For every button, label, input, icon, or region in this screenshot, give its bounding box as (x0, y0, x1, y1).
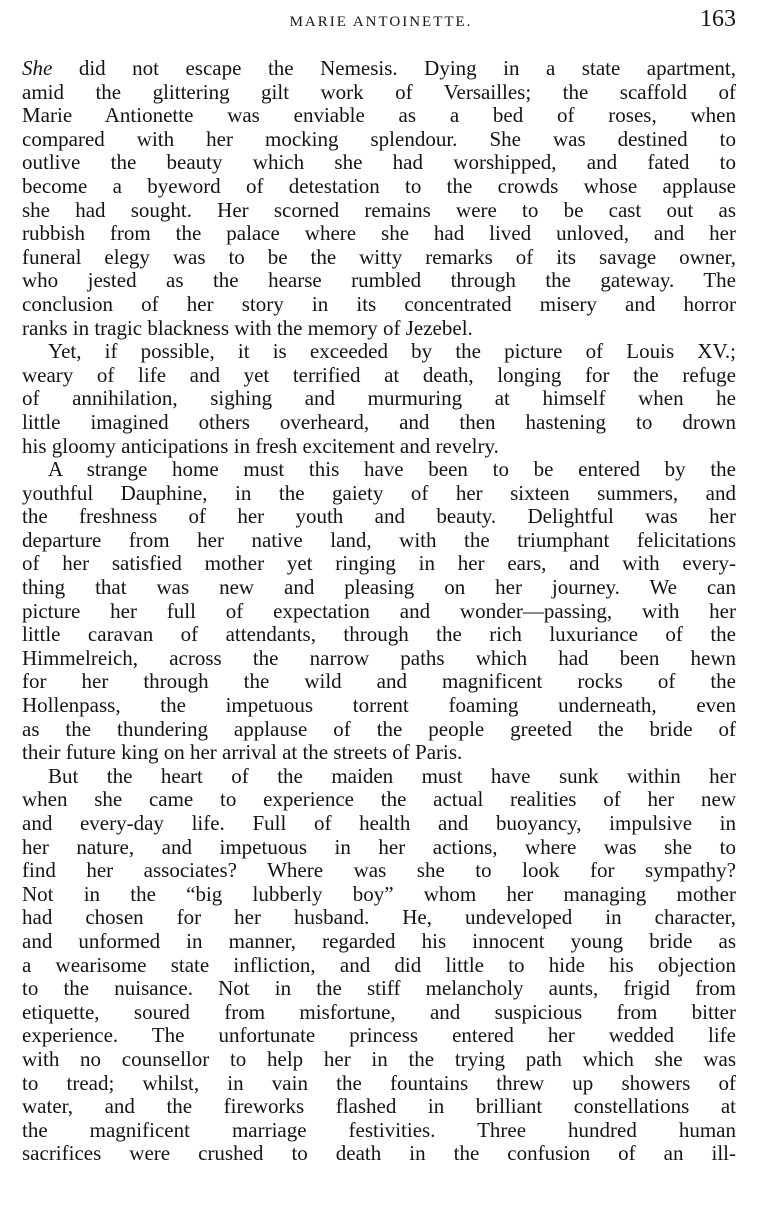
text-line: little imagined others overheard, and then hastening to drown (22, 409, 736, 434)
text-line: as the thundering applause of the people greeted the bride of (22, 716, 736, 741)
text-line: his gloomy anticipations in fresh excitement and revelry. (22, 433, 499, 458)
text-line: to tread; whilst, in vain the fountains threw up showers of (22, 1070, 736, 1095)
text-line: departure from her native land, with the triumphant felicitations (22, 527, 736, 552)
text-line: experience. The unfortunate princess entered her wedded life (22, 1023, 736, 1048)
text-line: of annihilation, sighing and murmuring at himself when he (22, 386, 736, 411)
text-line: A strange home must this have been to be entered by the (48, 457, 736, 482)
text-line: ranks in tragic blackness with the memory of Jezebel. (22, 315, 473, 340)
text-line: outlive the beauty which she had worshipped, and fated to (22, 150, 736, 175)
text-line: weary of life and yet terrified at death, longing for the refuge (22, 362, 736, 387)
text-line: conclusion of her story in its concentrated misery and horror (22, 291, 736, 316)
text-line: for her through the wild and magnificent rocks of the (22, 669, 736, 694)
text-line: their future king on her arrival at the streets of Paris. (22, 740, 463, 765)
text-line: little caravan of attendants, through the rich luxuriance of the (22, 622, 736, 647)
text-line: the magnificent marriage festivities. Three hundred human (22, 1117, 736, 1142)
text-line: find her associates? Where was she to look for sympathy? (22, 858, 736, 883)
text-line: Himmelreich, across the narrow paths which had been hewn (22, 645, 736, 670)
text-line: to the nuisance. Not in the stiff melancholy aunts, frigid from (22, 976, 736, 1001)
text-line: rubbish from the palace where she had lived unloved, and her (22, 221, 736, 246)
italic-word: She (22, 56, 53, 80)
text-line: with no counsellor to help her in the trying path which she was (22, 1046, 736, 1071)
text-line: had chosen for her husband. He, undeveloped in character, (22, 905, 736, 930)
text-line: funeral elegy was to be the witty remarks of its savage owner, (22, 244, 736, 269)
text-line: she had sought. Her scorned remains were to be cast out as (22, 197, 736, 222)
text-line: and unformed in manner, regarded his innocent young bride as (22, 928, 736, 953)
text-line: water, and the fireworks flashed in brilliant constellations at (22, 1094, 736, 1119)
running-title: MARIE ANTOINETTE. (289, 14, 473, 30)
text-line: amid the glittering gilt work of Versailles; the scaffold of (22, 79, 736, 104)
text-line: Not in the “big lubberly boy” whom her managing mother (22, 881, 736, 906)
paragraph-nemesis (22, 57, 736, 340)
paragraph-dauphine (22, 458, 736, 765)
text-line: But the heart of the maiden must have sunk within her (48, 763, 736, 788)
text-line: become a byeword of detestation to the crowds whose applause (22, 173, 736, 198)
text-line: compared with her mocking splendour. She was destined to (22, 126, 736, 151)
text-line: a wearisome state infliction, and did little to hide his objection (22, 952, 736, 977)
text-line: when she came to experience the actual realities of her new (22, 787, 736, 812)
page-number: 163 (700, 6, 736, 32)
text-line: of her satisfied mother yet ringing in her ears, and with every- (22, 551, 736, 576)
text-line: and every-day life. Full of health and buoyancy, impulsive in (22, 811, 736, 835)
text-line: She did not escape the Nemesis. Dying in a state apartment, (22, 56, 736, 80)
text-line: picture her full of expectation and wonder—passing, with her (22, 598, 736, 623)
text-line: youthful Dauphine, in the gaiety of her sixteen summers, and (22, 480, 736, 505)
text-line: her nature, and impetuous in her actions, where was she to (22, 834, 736, 859)
text-line: Marie Antionette was enviable as a bed of roses, when (22, 103, 736, 128)
paragraph-maiden (22, 765, 736, 1166)
text-line: thing that was new and pleasing on her journey. We can (22, 575, 736, 600)
body-text (22, 57, 736, 1166)
text-line: the freshness of her youth and beauty. Delightful was her (22, 504, 736, 529)
text-line: etiquette, soured from misfortune, and suspicious from bitter (22, 999, 736, 1024)
text-line: who jested as the hearse rumbled through the gateway. The (22, 268, 736, 293)
text-line: Yet, if possible, it is exceeded by the picture of Louis XV.; (48, 339, 736, 364)
paragraph-louis-xv (22, 340, 736, 458)
text-line: sacrifices were crushed to death in the confusion of an ill- (22, 1141, 736, 1166)
text-line: Hollenpass, the impetuous torrent foaming underneath, even (22, 693, 736, 718)
running-head (22, 6, 740, 36)
